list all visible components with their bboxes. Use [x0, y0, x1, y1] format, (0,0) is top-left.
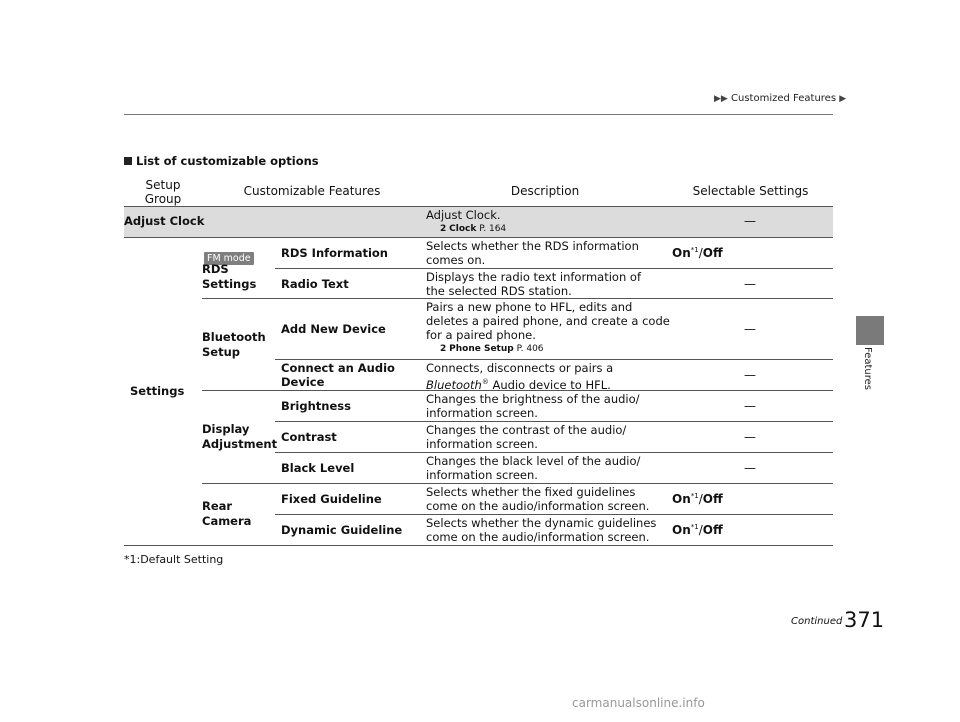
chapter-tab-text	[856, 345, 884, 405]
chapter-tab-label: Features	[862, 347, 873, 390]
description-rds-information: Selects whether the RDS information comes on.	[426, 239, 639, 267]
header-setup-group: Setup Group	[144, 178, 182, 206]
settings-group-label: Settings	[130, 384, 185, 398]
section-title	[124, 154, 319, 168]
feature-dynamic-guideline: Dynamic Guideline	[281, 523, 403, 537]
table-rule	[124, 545, 833, 546]
reference-link[interactable]: Clock	[449, 224, 477, 234]
feature-rds-information: RDS Information	[281, 246, 388, 260]
add-new-device-ref	[440, 344, 544, 354]
header-selectable-settings: Selectable Settings	[692, 184, 809, 198]
chevron-right-icon: ▶▶	[714, 94, 728, 104]
setting-fixed-guideline: On$^{*1}$/Off	[672, 492, 723, 506]
feature-black-level: Black Level	[281, 461, 355, 475]
adjust-clock-label: Adjust Clock	[124, 214, 205, 228]
adjust-clock-setting: —	[744, 214, 756, 228]
chapter-tab	[856, 316, 884, 345]
subgroup-display-adjustment: Display Adjustment	[202, 422, 278, 451]
feature-radio-text: Radio Text	[281, 277, 349, 291]
watermark: carmanualsonline.info	[572, 696, 705, 710]
header-divider	[124, 114, 833, 115]
setting-dynamic-guideline: On$^{*1}$/Off	[672, 523, 723, 537]
header-customizable-features: Customizable Features	[243, 184, 381, 198]
table-rule	[202, 298, 833, 299]
reference-icon: 2	[440, 224, 447, 234]
setting-black-level: —	[744, 461, 756, 475]
page-number: 371	[844, 608, 885, 632]
setting-brightness: —	[744, 399, 756, 413]
adjust-clock-ref	[440, 224, 506, 234]
table-rule	[275, 452, 833, 453]
section-title-text: List of customizable options	[136, 154, 319, 168]
description-connect-audio-device: Connects, disconnects or pairs a Bluetooth® Audio device to HFL.	[426, 361, 614, 392]
subgroup-rds-settings: RDS Settings	[202, 262, 257, 291]
description-add-new-device: Pairs a new phone to HFL, edits and deletes a paired phone, and create a code for a paired phone.	[426, 300, 670, 342]
table-rule	[124, 237, 833, 238]
header-description: Description	[510, 184, 580, 198]
feature-add-new-device: Add New Device	[281, 322, 386, 336]
footnote: *1:Default Setting	[124, 553, 224, 566]
table-rule	[275, 421, 833, 422]
setting-add-new-device: —	[744, 322, 756, 336]
table-rule	[275, 514, 833, 515]
description-contrast: Changes the contrast of the audio/ information screen.	[426, 423, 627, 451]
chevron-right-icon: ▶	[839, 94, 847, 104]
feature-fixed-guideline: Fixed Guideline	[281, 492, 382, 506]
fm-mode-badge: FM mode	[204, 246, 254, 265]
breadcrumb	[714, 93, 846, 104]
setting-connect-audio-device: —	[744, 368, 756, 382]
setting-contrast: —	[744, 430, 756, 444]
feature-connect-audio-device: Connect an Audio Device	[281, 361, 395, 389]
description-black-level: Changes the black level of the audio/ information screen.	[426, 454, 641, 482]
feature-brightness: Brightness	[281, 399, 351, 413]
description-fixed-guideline: Selects whether the fixed guidelines come on the audio/information screen.	[426, 485, 650, 513]
reference-page: P. 406	[516, 344, 544, 354]
feature-contrast: Contrast	[281, 430, 337, 444]
description-brightness: Changes the brightness of the audio/ information screen.	[426, 392, 640, 420]
square-bullet-icon	[124, 157, 132, 165]
description-dynamic-guideline: Selects whether the dynamic guidelines come on the audio/information screen.	[426, 516, 657, 544]
continued-label: Continued	[791, 616, 843, 627]
breadcrumb-label: Customized Features	[731, 93, 837, 104]
subgroup-rear-camera: Rear Camera	[202, 499, 252, 528]
table-rule	[202, 483, 833, 484]
table-rule	[275, 359, 833, 360]
adjust-clock-description: Adjust Clock.	[426, 208, 501, 222]
subgroup-bluetooth-setup: Bluetooth Setup	[202, 330, 266, 359]
setting-radio-text: —	[744, 277, 756, 291]
reference-icon: 2	[440, 344, 447, 354]
setting-rds-information: On$^{*1}$/Off	[672, 246, 723, 260]
table-rule	[275, 268, 833, 269]
reference-page: P. 164	[479, 224, 507, 234]
reference-link[interactable]: Phone Setup	[449, 344, 514, 354]
description-radio-text: Displays the radio text information of the selected RDS station.	[426, 270, 641, 298]
